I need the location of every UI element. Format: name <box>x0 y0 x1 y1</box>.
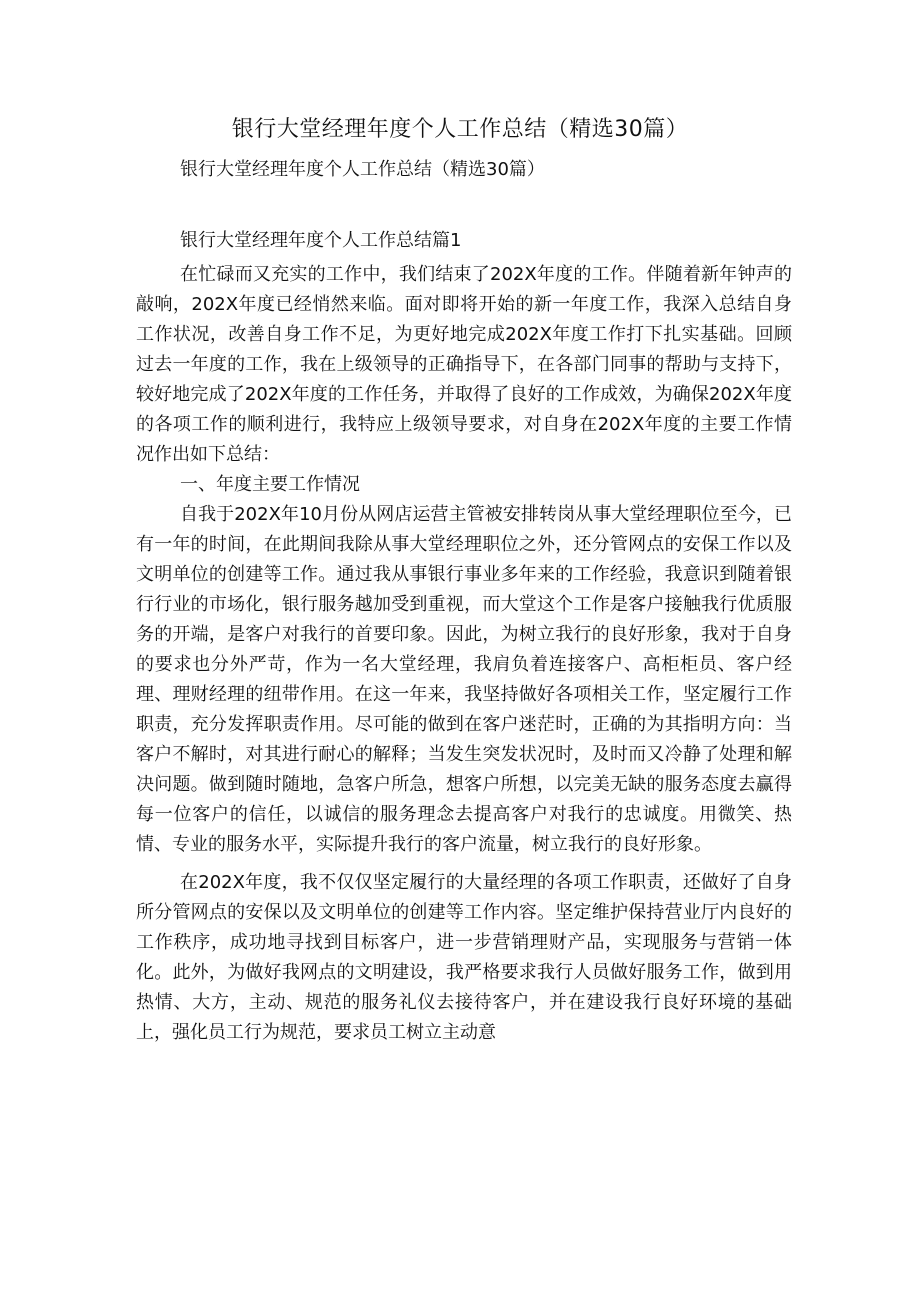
section-heading: 银行大堂经理年度个人工作总结篇1 <box>180 230 462 251</box>
document-title: 银行大堂经理年度个人工作总结（精选30篇） <box>231 117 689 142</box>
document-body <box>136 260 792 1048</box>
paragraph-intro: 在忙碌而又充实的工作中，我们结束了202X年度的工作。伴随着新年钟声的敲响，202X年度已经悄然来临。面对即将开始的新一年度工作，我深入总结自身工作状况，改善自身工作不足，为更好地完成202X年度工作打下扎实基础。回顾过去一年度的工作，我在上级领导的正确指导下，在各部门同事的帮助与支持下，较好地完成了202X年度的工作任务，并取得了良好的工作成效，为确保202X年度的各项工作的顺利进行，我特应上级领导要求，对自身在202X年度的主要工作情况作出如下总结： <box>136 264 792 465</box>
paragraph-work-details: 自我于202X年10月份从网店运营主管被安排转岗从事大堂经理职位至今，已有一年的时间，在此期间我除从事大堂经理职位之外，还分管网点的安保工作以及文明单位的创建等工作。通过我从事银行事业多年来的工作经验，我意识到随着银行行业的市场化，银行服务越加受到重视，而大堂这个工作是客户接触我行优质服务的开端，是客户对我行的首要印象。因此，为树立我行的良好形象，我对于自身的要求也分外严苛，作为一名大堂经理，我肩负着连接客户、高柜柜员、客户经理、理财经理的纽带作用。在这一年来，我坚持做好各项相关工作，坚定履行工作职责，充分发挥职责作用。尽可能的做到在客户迷茫时，正确的为其指明方向：当客户不解时，对其进行耐心的解释；当发生突发状况时，及时而又冷静了处理和解决问题。做到随时随地，急客户所急，想客户所想，以完美无缺的服务态度去赢得每一位客户的信任，以诚信的服务理念去提高客户对我行的忠诚度。用微笑、热情、专业的服务水平，实际提升我行的客户流量，树立我行的良好形象。 <box>136 504 792 855</box>
paragraph-heading-1: 一、年度主要工作情况 <box>180 474 360 495</box>
paragraph-security-work: 在202X年度，我不仅仅坚定履行的大量经理的各项工作职责，还做好了自身所分管网点的安保以及文明单位的创建等工作内容。坚定维护保持营业厅内良好的工作秩序，成功地寻找到目标客户，进一步营销理财产品，实现服务与营销一体化。此外，为做好我网点的文明建设，我严格要求我行人员做好服务工作，做到用热情、大方，主动、规范的服务礼仪去接待客户，并在建设我行良好环境的基础上，强化员工行为规范，要求员工树立主动意 <box>136 872 792 1043</box>
document-subtitle: 银行大堂经理年度个人工作总结（精选30篇） <box>180 159 545 180</box>
